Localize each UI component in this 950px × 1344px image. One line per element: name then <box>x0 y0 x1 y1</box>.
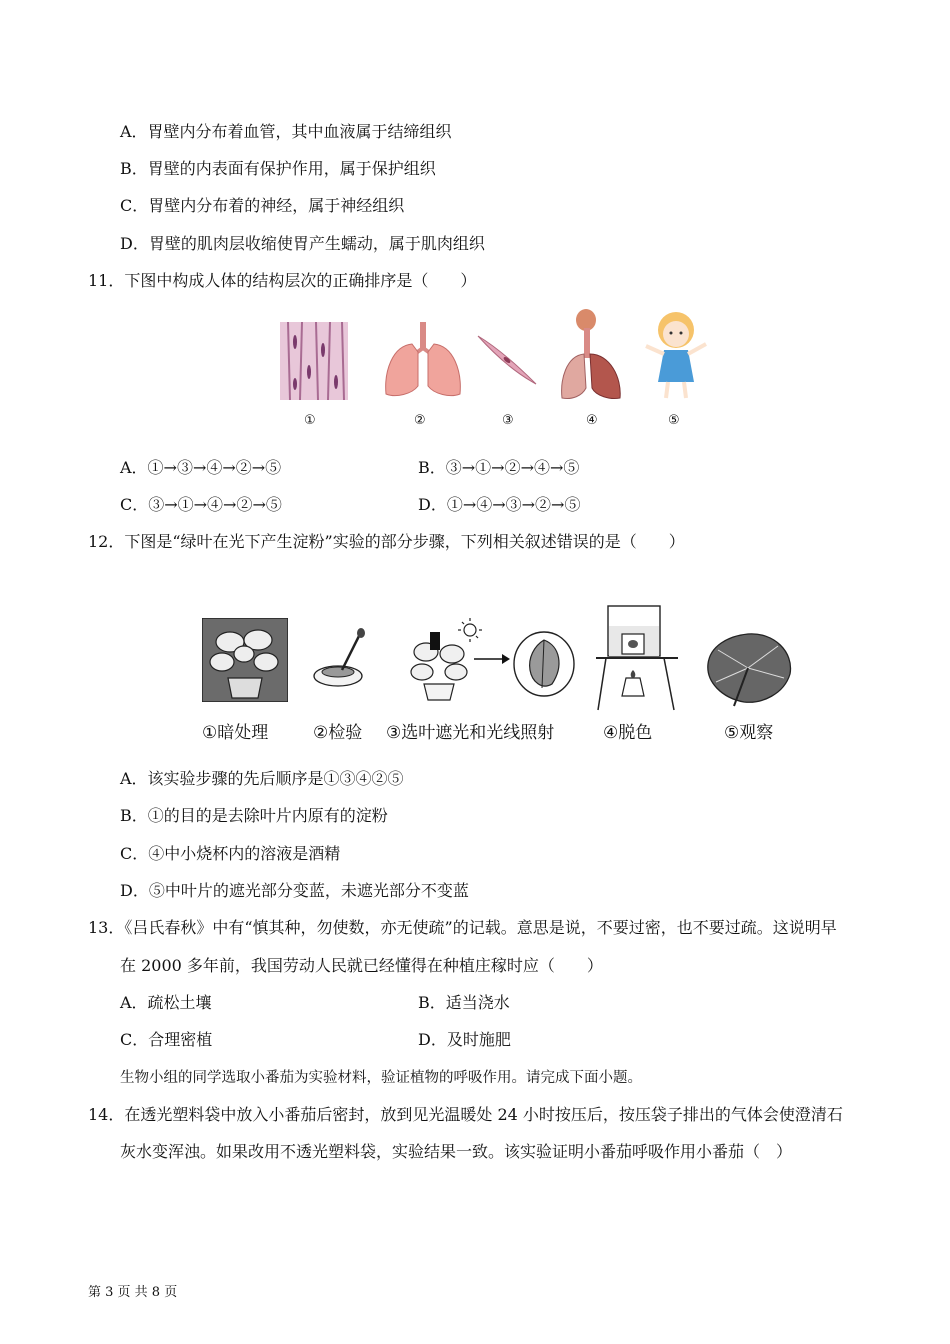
q11-label-2: ② <box>414 413 426 428</box>
q10-option-d: D．胃壁的肌肉层收缩使胃产生蠕动，属于肌肉组织 <box>120 234 485 253</box>
q14-stem-line2: 灰水变浑浊。如果改用不透光塑料袋，实验结果一致。该实验证明小番茄呼吸作用小番茄（ ） <box>120 1142 793 1161</box>
q13-option-a: A．疏松土壤 <box>120 993 212 1012</box>
q13-option-b: B．适当浇水 <box>418 993 510 1012</box>
iodine-test-image <box>312 628 370 690</box>
q12-label-1: ①暗处理 <box>202 723 269 743</box>
lungs-image <box>382 322 464 400</box>
respiratory-system-image <box>556 308 628 402</box>
q13-option-c: C．合理密植 <box>120 1030 213 1049</box>
q12-label-4: ④脱色 <box>603 723 653 743</box>
muscle-cell-image <box>474 330 540 390</box>
girl-image <box>642 306 710 402</box>
q11-stem: 11．下图中构成人体的结构层次的正确排序是（ ） <box>88 271 477 290</box>
arrow-icon <box>474 652 510 666</box>
q13-stem-line1: 13．《吕氏春秋》中有“慎其种，勿使数，亦无使疏”的记载。意思是说，不要过密，也不要过疏。这说明早 <box>88 918 837 937</box>
q10-option-c: C．胃壁内分布着的神经，属于神经组织 <box>120 196 405 215</box>
q12-label-3: ③选叶遮光和光线照射 <box>386 723 555 743</box>
muscle-tissue-image <box>280 322 348 400</box>
q11-label-5: ⑤ <box>668 413 680 428</box>
q13-stem-line2: 在 2000 多年前，我国劳动人民就已经懂得在种植庄稼时应（ ） <box>120 956 603 975</box>
q13-option-d: D．及时施肥 <box>418 1030 511 1049</box>
q11-option-a: A．①→③→④→②→⑤ <box>120 458 282 477</box>
leaf-circle-image <box>512 630 576 698</box>
q12-option-d: D．⑤中叶片的遮光部分变蓝，未遮光部分不变蓝 <box>120 881 469 900</box>
q12-option-c: C．④中小烧杯内的溶液是酒精 <box>120 844 341 863</box>
q10-option-b: B．胃壁的内表面有保护作用，属于保护组织 <box>120 159 436 178</box>
observe-leaf-image <box>704 628 794 708</box>
group-intro: 生物小组的同学选取小番茄为实验材料，验证植物的呼吸作用。请完成下面小题。 <box>120 1070 642 1086</box>
q11-option-d: D．①→④→③→②→⑤ <box>418 495 581 514</box>
q12-option-a: A．该实验步骤的先后顺序是①③④②⑤ <box>120 769 404 788</box>
q12-stem: 12．下图是“绿叶在光下产生淀粉”实验的部分步骤，下列相关叙述错误的是（ ） <box>88 532 685 551</box>
q12-label-5: ⑤观察 <box>724 723 774 743</box>
decolorization-image <box>594 604 680 712</box>
q12-option-b: B．①的目的是去除叶片内原有的淀粉 <box>120 806 388 825</box>
q11-label-4: ④ <box>586 413 598 428</box>
dark-treatment-image <box>202 618 288 702</box>
q14-stem-line1: 14．在透光塑料袋中放入小番茄后密封，放到见光温暖处 24 小时按压后，按压袋子排出的气体会使澄清石 <box>88 1105 843 1124</box>
page-footer: 第 3 页 共 8 页 <box>88 1285 178 1300</box>
q12-label-2: ②检验 <box>313 723 363 743</box>
q11-option-b: B．③→①→②→④→⑤ <box>418 458 580 477</box>
q11-label-3: ③ <box>502 413 514 428</box>
q10-option-a: A．胃壁内分布着血管，其中血液属于结缔组织 <box>120 122 452 141</box>
q11-option-c: C．③→①→④→②→⑤ <box>120 495 282 514</box>
q11-label-1: ① <box>304 413 316 428</box>
